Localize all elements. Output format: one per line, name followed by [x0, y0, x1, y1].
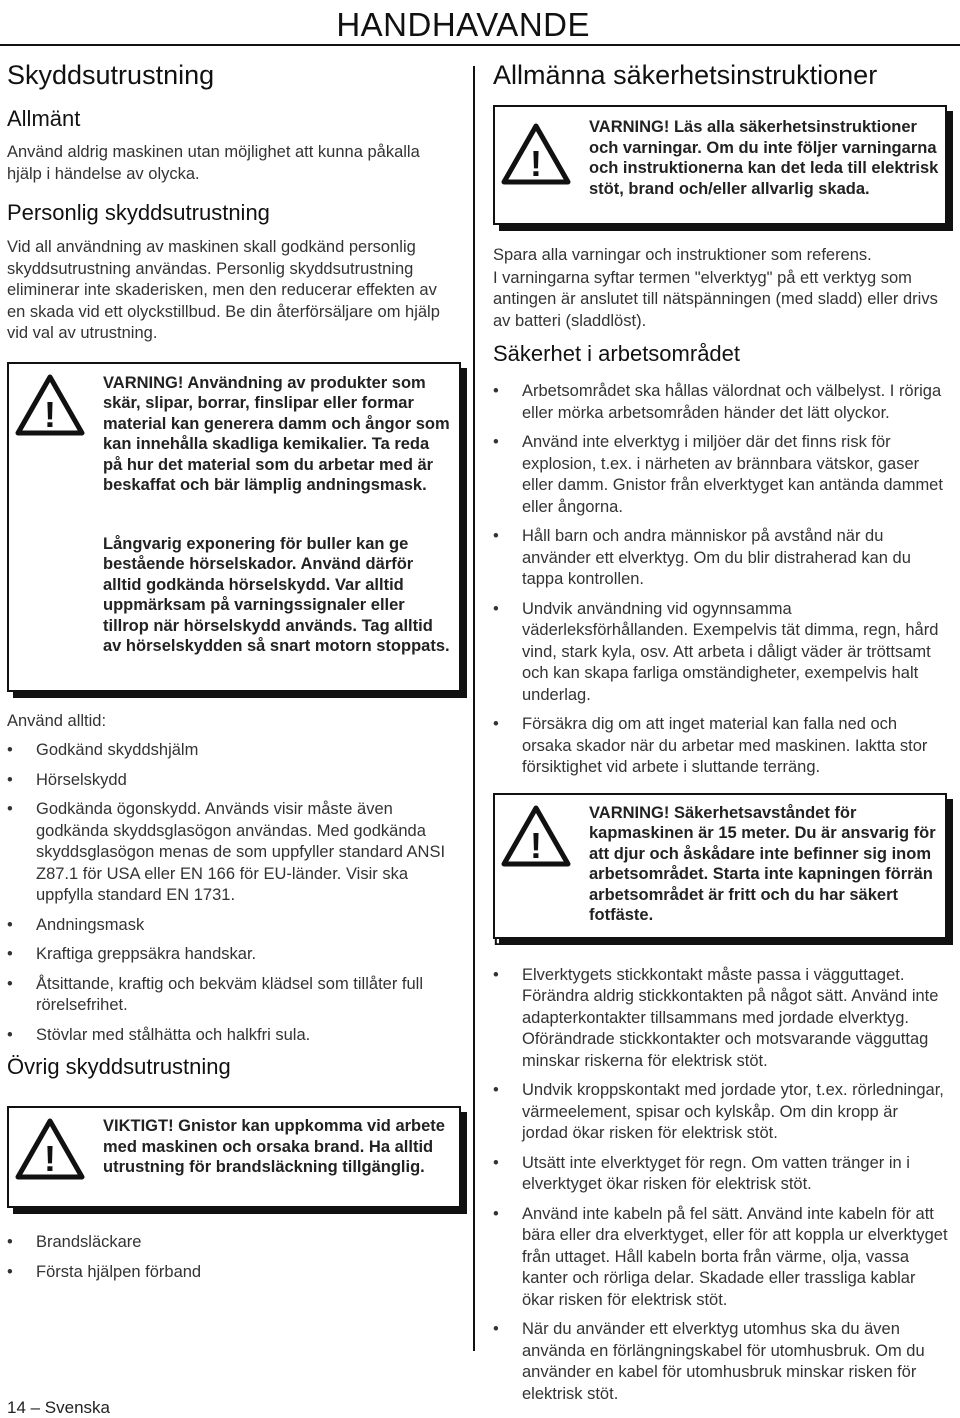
list-item: • Godkända ögonskydd. Används visir måste även godkända skyddsglasögon användas. Med godkända skyddsglasögon menas de som uppfyller standard ANSI Z87.1 för USA eller EN 166 för EU-länder. Visir ska uppfylla standard EN 1731. [7, 799, 459, 907]
warning-box-sparks [7, 1106, 461, 1208]
subheading-personlig: Personlig skyddsutrustning [7, 200, 270, 225]
page-number: 14 – Svenska [7, 1398, 111, 1417]
list-item: • Åtsittande, kraftig och bekväm klädsel som tillåter full rörelsefrihet. [7, 974, 459, 1017]
right-column [493, 58, 948, 1413]
list-item: • Undvik användning vid ogynnsamma väderleksförhållanden. Exempelvis tät dimma, regn, hård vind, stark kyla, osv. Att arbeta i dåligt väder är tröttsamt och kan skapa farliga omständigheter, exempelvis halt underlag. [493, 599, 948, 707]
warning-triangle-icon [15, 374, 85, 436]
list-item: • När du använder ett elverktyg utomhus ska du även använda en förlängningskabel för utomhusbruk. Om du använder en kabel för utomhusbruk minskar risken för elektrisk stöt. [493, 1319, 948, 1405]
left-column [7, 58, 459, 1291]
section-heading-skyddsutrustning: Skyddsutrustning [7, 60, 215, 90]
warning-box-read-instructions [493, 105, 947, 225]
warning-triangle-icon [501, 123, 571, 185]
list-item: • Andningsmask [7, 915, 459, 937]
header-rule [0, 44, 960, 46]
list-item: • Använd inte kabeln på fel sätt. Använd inte kabeln för att bära eller dra elverktyget, eller för att koppla ur elverktyget från uttaget. Håll kabeln borta från värme, olja, vassa kanter och rörliga delar. Skadade eller trassliga kablar ökar risken för elektrisk stöt. [493, 1204, 948, 1312]
warning-text-safety-distance: VARNING! Säkerhetsavståndet för kapmaskinen är 15 meter. Du är ansvarig för att djur och åskådare inte befinner sig inom arbetsområdet. Starta inte kapningen förrän arbetsområdet är fritt och du har säkert fotfäste. [589, 803, 936, 924]
work-area-list [493, 381, 948, 779]
warning-box-dust-noise [7, 362, 461, 692]
svg-text:!: ! [530, 143, 542, 184]
warning-text-read-instructions: VARNING! Läs alla säkerhetsinstruktioner och varningar. Om du inte följer varningarna och instruktionerna kan det leda till elektrisk stöt, brand och/eller allvarlig skada. [589, 118, 939, 198]
warning-text-sparks: VIKTIGT! Gnistor kan uppkomma vid arbete med maskinen och orsaka brand. Ha alltid utrustning för brandsläckning tillgänglig. [103, 1117, 445, 1176]
warning-triangle-icon [15, 1118, 85, 1180]
warning-text-dust: VARNING! Användning av produkter som skär, slipar, borrar, finslipar eller formar material kan generera damm och ångor som kan innehålla skadliga kemikalier. Ta reda på hur det material som du arbetar med är beskaffat och bär lämplig andningsmask. [103, 373, 450, 494]
list-item: • Använd inte elverktyg i miljöer där det finns risk för explosion, t.ex. i närheten av brännbara vätskor, gaser eller damm. Gnistor från elverktyget kan antända dammet eller ångorna. [493, 432, 948, 518]
warning-box-safety-distance [493, 793, 947, 939]
warning-triangle-icon [501, 805, 571, 867]
list-item: • Arbetsområdet ska hållas välordnat och välbelyst. I röriga eller mörka arbetsområden händer det lätt olyckor. [493, 381, 948, 424]
list-item: • Försäkra dig om att inget material kan falla ned och orsaka skador när du arbetar med maskinen. Iaktta stor försiktighet vid arbete i sluttande terräng. [493, 714, 948, 779]
list-item: • Stövlar med stålhätta och halkfri sula. [7, 1025, 459, 1047]
protective-equipment-list [7, 740, 459, 1046]
power-tool-term-text: I varningarna syftar termen "elverktyg" på ett verktyg som antingen är anslutet till nätspänningen (med sladd) eller drivs av batteri (sladdlöst). [493, 268, 938, 330]
svg-text:!: ! [44, 393, 56, 435]
list-item: • Utsätt inte elverktyget för regn. Om vatten tränger in i elverktyget ökar risken för elektrisk stöt. [493, 1153, 948, 1196]
section-heading-ovrig: Övrig skyddsutrustning [7, 1054, 231, 1079]
electrical-list [493, 965, 948, 1406]
warning-text-noise: Långvarig exponering för buller kan ge bestående hörselskador. Använd därför alltid godkända hörselskydd. Var alltid uppmärksam på varningssignaler eller tillrop när hörselskydd används. Tag alltid av hörselskydden så snart motorn stoppats. [103, 534, 450, 655]
list-item: • Godkänd skyddshjälm [7, 740, 459, 762]
save-instructions-text: Spara alla varningar och instruktioner som referens. [493, 246, 872, 264]
subheading-allmant: Allmänt [7, 106, 81, 131]
svg-text:!: ! [44, 1138, 56, 1179]
personlig-text: Vid all användning av maskinen skall godkänd personlig skyddsutrustning användas. Personlig skyddsutrustning eliminerar inte skaderisken, men den reducerar effekten av en skada vid ett olyckstillbud. Be din återförsäljare om hjälp vid val av utrustning. [7, 238, 440, 342]
list-item: • Hörselskydd [7, 770, 459, 792]
list-item: • Kraftiga greppsäkra handskar. [7, 944, 459, 966]
allmant-text: Använd aldrig maskinen utan möjlighet att kunna påkalla hjälp i händelse av olycka. [7, 143, 420, 183]
subheading-work-area: Säkerhet i arbetsområdet [493, 341, 741, 366]
list-item: • Undvik kroppskontakt med jordade ytor, t.ex. rörledningar, värmeelement, spisar och kylskåp. Om din kropp är jordad ökar risken för elektrisk stöt. [493, 1080, 948, 1145]
svg-text:!: ! [530, 824, 542, 866]
list-item: • Brandsläckare [7, 1232, 459, 1254]
column-divider [473, 66, 475, 1351]
list-item: • Första hjälpen förband [7, 1262, 459, 1284]
use-always-label: Använd alltid: [7, 711, 107, 730]
list-item: • Håll barn och andra människor på avstånd när du använder ett elverktyg. Om du blir distraherad kan du tappa kontrollen. [493, 526, 948, 591]
list-item: • Elverktygets stickkontakt måste passa i vägguttaget. Förändra aldrig stickkontakten på något sätt. Använd inte adapterkontakter tillsammans med jordade elverktyg. Oförändrade stickkontakter och motsvarande vägguttag minskar riskerna för elektrisk stöt. [493, 965, 948, 1073]
page-header-title: HANDHAVANDE [336, 6, 590, 43]
other-equipment-list [7, 1232, 459, 1283]
section-heading-allmanna: Allmänna säkerhetsinstruktioner [493, 60, 878, 90]
